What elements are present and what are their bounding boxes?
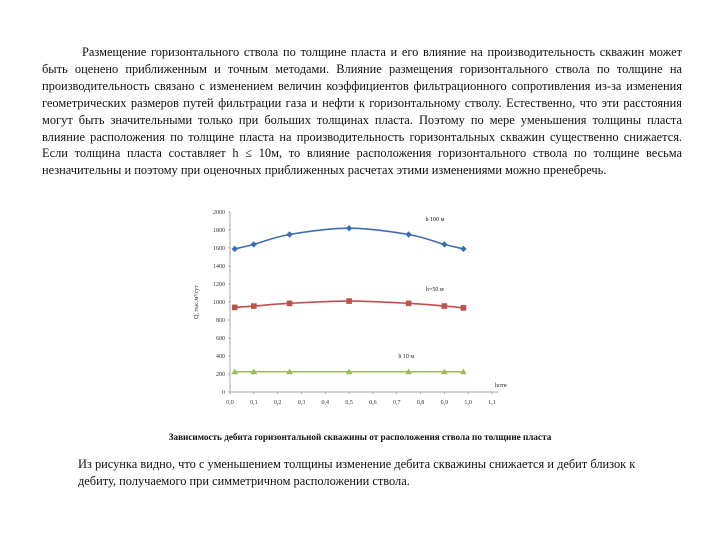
x-axis-label: hотн — [495, 383, 507, 389]
x-tick-label: 0,1 — [250, 400, 258, 406]
series-label-1: h 100 м — [425, 217, 445, 223]
data-point — [406, 301, 412, 307]
debit-chart — [186, 206, 526, 416]
y-tick-label: 1400 — [213, 264, 225, 270]
y-tick-label: 2000 — [213, 210, 225, 216]
data-point — [461, 305, 467, 311]
data-point — [286, 231, 292, 237]
series-label-2: h=50 м — [425, 287, 444, 294]
y-tick-label: 1600 — [213, 246, 225, 252]
y-tick-label: 1800 — [213, 228, 225, 234]
conclusion-text: Из рисунка видно, что с уменьшением толщины изменение дебита скважины снижается и дебит близок к дебиту, получаемого при симметричном расположении ствола. — [78, 457, 636, 488]
y-tick-label: 1000 — [213, 300, 225, 306]
chart-svg — [186, 206, 526, 416]
x-tick-label: 0,0 — [226, 400, 234, 406]
y-tick-label: 800 — [216, 318, 225, 324]
x-tick-label: 0,8 — [416, 400, 425, 406]
data-point — [232, 305, 238, 311]
data-point — [251, 241, 257, 247]
y-tick-label: 400 — [216, 354, 225, 360]
data-point — [442, 303, 448, 309]
data-point — [346, 298, 352, 304]
x-tick-label: 0,4 — [321, 400, 330, 406]
x-tick-label: 0,6 — [369, 400, 377, 406]
intro-paragraph — [42, 44, 682, 179]
data-point — [346, 225, 352, 231]
data-point — [460, 246, 466, 252]
x-tick-label: 0,3 — [297, 400, 306, 406]
conclusion-paragraph — [78, 456, 648, 490]
x-tick-label: 0,7 — [392, 400, 401, 406]
x-tick-label: 1,1 — [488, 400, 496, 406]
x-tick-label: 0,9 — [440, 400, 449, 406]
intro-text: Размещение горизонтального ствола по толщине пласта и его влияние на производительность скважин может быть оценено приближенным и точным методами. Влияние размещения горизонтального ствола по толщине на производительность связано с изменением величин коэффициентов фильтрационного сопротивления из-за изменения геометрических размеров путей фильтрации газа и нефти к горизонтальному стволу. Естественно, что эти расстояния могут быть значительными только при больших толщинах пласта. Поэтому по мере уменьшения толщины пласта влияние расположения по толщине пласта на производительность горизонтальных скважин существенно снижается. Если толщина пласта составляет h ≤ 10м, то влияние расположения горизонтального ствола по толщине весьма незначительны и поэтому при оценочных приближенных расчетах этими изменениями можно пренебречь. — [42, 45, 682, 178]
data-point — [251, 303, 257, 309]
y-tick-label: 200 — [216, 372, 225, 378]
data-point — [287, 301, 293, 307]
figure-caption: Зависимость дебита горизонтальной скважины от расположения ствола по толщине пласта — [168, 432, 552, 442]
y-tick-label: 600 — [216, 336, 225, 342]
series-label-3: h 10 м — [398, 353, 415, 360]
data-point — [405, 231, 411, 237]
y-tick-label: 1200 — [213, 282, 225, 288]
y-tick-label: 0 — [222, 390, 225, 396]
x-tick-label: 1,0 — [464, 400, 472, 406]
y-axis-label: Q, тыс.м³/сут — [194, 285, 200, 319]
data-point — [441, 241, 447, 247]
x-tick-label: 0,5 — [345, 400, 353, 406]
x-tick-label: 0,2 — [273, 400, 282, 406]
data-point — [232, 246, 238, 252]
